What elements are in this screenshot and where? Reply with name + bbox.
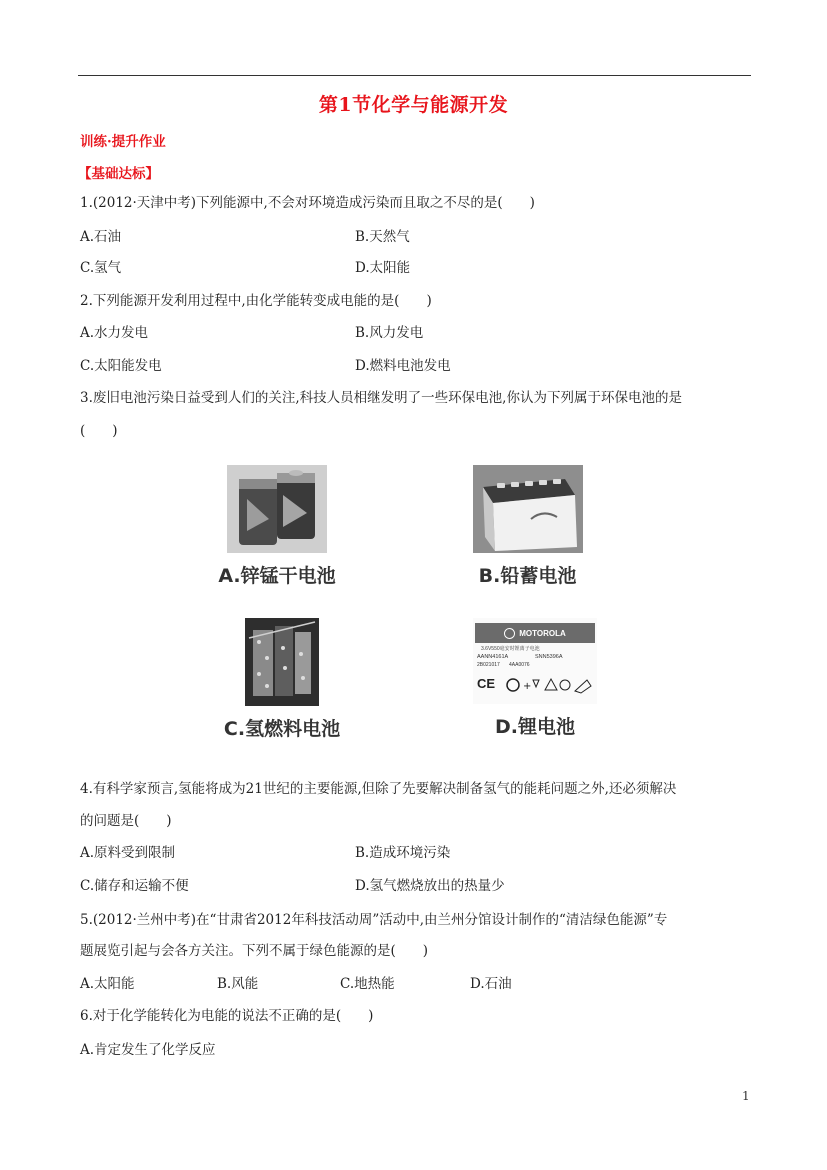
header-rule: [78, 75, 751, 76]
q2-stem: 2.下列能源开发利用过程中,由化学能转变成电能的是( ): [80, 293, 432, 309]
q5-option-d: D.石油: [470, 976, 512, 992]
q5-option-c: C.地热能: [340, 976, 395, 992]
q4-option-a: A.原料受到限制: [80, 845, 176, 861]
figure-d: [470, 618, 600, 739]
q6-option-a: A.肯定发生了化学反应: [80, 1042, 216, 1058]
brand-label: MOTOROLA: [519, 628, 566, 638]
q4-option-c: C.储存和运输不便: [80, 878, 189, 894]
q5-option-a: A.太阳能: [80, 976, 135, 992]
q3-option-b: B.铅蓄电池: [478, 565, 577, 587]
q4-stem: 4.有科学家预言,氢能将成为21世纪的主要能源,但除了先要解决制备氢气的能耗问题之外,还必须解决: [80, 781, 677, 797]
q3-option-c: C.氢燃料电池: [223, 718, 341, 740]
q5-stem-cont: 题展览引起与会各方关注。下列不属于绿色能源的是( ): [80, 943, 429, 959]
battery-label-band: [475, 623, 595, 643]
code-2: SNN5396A: [535, 654, 563, 660]
q2-option-a: A.水力发电: [80, 325, 149, 341]
page-title: 第1节化学与能源开发: [318, 94, 509, 116]
q1-option-c: C.氢气: [80, 260, 122, 276]
code-3: 2B021017: [477, 662, 500, 668]
q2-option-b: B.风力发电: [355, 325, 424, 341]
q3-option-a: A.锌锰干电池: [218, 565, 336, 587]
q5-option-b: B.风能: [217, 976, 259, 992]
q4-option-b: B.造成环境污染: [355, 845, 451, 861]
figure-a: [212, 465, 342, 588]
q4-stem-cont: 的问题是( ): [80, 813, 172, 829]
figure-c: [212, 618, 352, 741]
motorola-logo-icon: [504, 628, 515, 639]
q1-option-b: B.天然气: [355, 229, 410, 245]
certification-icons: [503, 676, 593, 696]
page-number: 1: [742, 1089, 750, 1103]
spec-label: 3.6V550毫安时锂离子电池: [481, 646, 540, 652]
q5-stem: 5.(2012·兰州中考)在“甘肃省2012年科技活动周”活动中,由兰州分馆设计制作的“清洁绿色能源”专: [80, 912, 668, 928]
q3-stem-cont: ( ): [80, 423, 118, 439]
lead-acid-battery-image: [473, 465, 583, 553]
subsection-label: 【基础达标】: [78, 166, 159, 182]
hydrogen-fuel-cell-image: [245, 618, 319, 706]
svg-text:+: +: [523, 681, 532, 692]
figure-b: [460, 465, 595, 588]
section-label: 训练·提升作业: [80, 134, 166, 150]
q1-option-a: A.石油: [80, 229, 122, 245]
q3-option-d: D.锂电池: [495, 716, 575, 738]
code-4: 4AA0076: [509, 662, 530, 668]
q3-stem: 3.废旧电池污染日益受到人们的关注,科技人员相继发明了一些环保电池,你认为下列属于环保电池的是: [80, 390, 682, 406]
q2-option-c: C.太阳能发电: [80, 358, 162, 374]
zinc-manganese-battery-image: [227, 465, 327, 553]
q1-option-d: D.太阳能: [355, 260, 411, 276]
q4-option-d: D.氢气燃烧放出的热量少: [355, 878, 505, 894]
q6-stem: 6.对于化学能转化为电能的说法不正确的是( ): [80, 1008, 374, 1024]
code-1: AANN4161A: [477, 654, 509, 660]
q2-option-d: D.燃料电池发电: [355, 358, 451, 374]
q1-stem: 1.(2012·天津中考)下列能源中,不会对环境造成污染而且取之不尽的是( ): [80, 195, 535, 211]
ce-mark: CE: [477, 676, 496, 691]
lithium-battery-image: [473, 618, 597, 704]
